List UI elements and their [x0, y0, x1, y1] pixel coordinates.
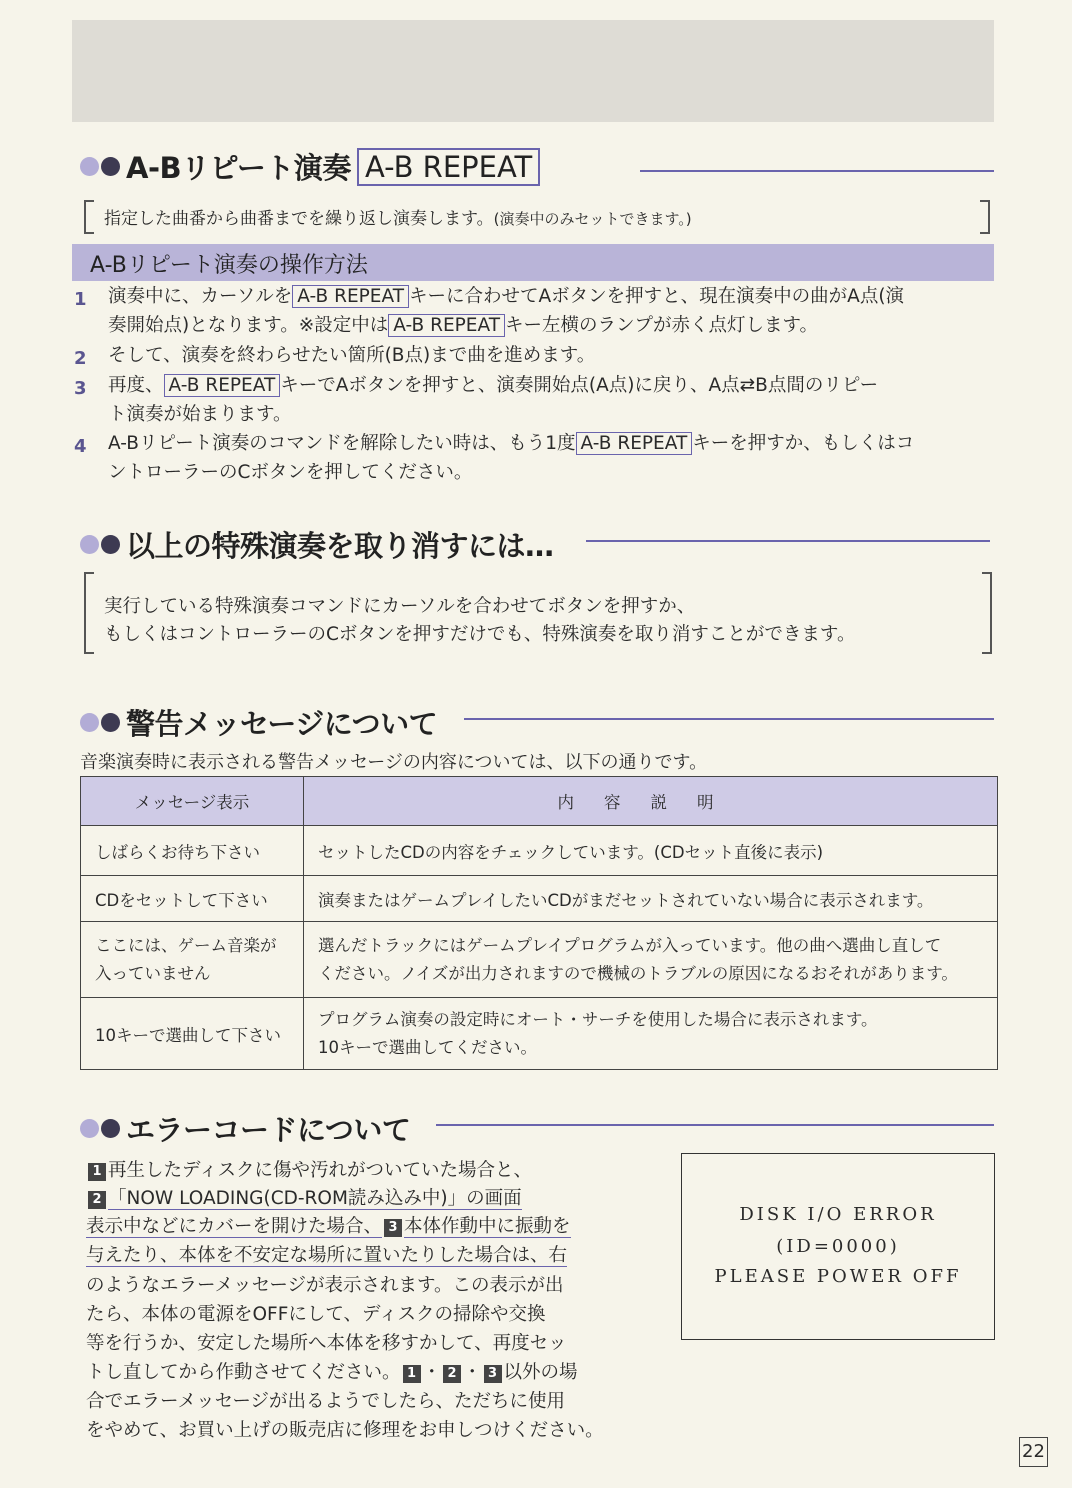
warning-table — [80, 776, 998, 1070]
ab-repeat-tag: A-B REPEAT — [357, 148, 540, 186]
error-text-line: 等を行うか、安定した場所へ本体を移すかして、再度セッ — [86, 1333, 567, 1354]
error-text-line — [86, 1218, 571, 1237]
error-text: 以外の場 — [503, 1362, 578, 1383]
error-text-line — [86, 1364, 578, 1383]
section-rule — [436, 1124, 994, 1126]
message-cell: しばらくお待ち下さい — [81, 826, 304, 876]
bracket-left — [84, 572, 94, 654]
page-number: 22 — [1019, 1437, 1048, 1467]
separator: ・ — [463, 1362, 482, 1383]
error-title: エラーコードについて — [126, 1113, 411, 1147]
step-text: 演奏中に、カーソルを — [108, 286, 293, 307]
error-message-box — [681, 1153, 995, 1340]
step-number: 3 — [74, 378, 87, 399]
cancel-title: 以上の特殊演奏を取り消すには… — [126, 529, 554, 563]
description-cell — [304, 922, 998, 998]
message-cell — [81, 922, 304, 998]
number-2-icon: 2 — [443, 1365, 461, 1383]
error-box-line-3: PLEASE POWER OFF — [714, 1266, 962, 1287]
cancel-heading — [80, 524, 554, 565]
cancel-line-2: もしくはコントローラーのCボタンを押すだけでも、特殊演奏を取り消すことができます。 — [104, 624, 856, 645]
message-cell: CDをセットして下さい — [81, 876, 304, 922]
number-1-icon: 1 — [403, 1365, 421, 1383]
table-header-row — [81, 777, 998, 826]
table-row — [81, 922, 998, 998]
step-text: キーに合わせてAボタンを押すと、現在演奏中の曲がA点(演 — [409, 286, 905, 307]
table-row — [81, 998, 998, 1070]
bullet-dots-icon — [80, 713, 122, 732]
warning-heading — [80, 702, 437, 743]
description-line: プログラム演奏の設定時にオート・サーチを使用した場合に表示されます。 — [318, 1009, 878, 1029]
step-4-line-1 — [108, 435, 914, 454]
ab-repeat-key-label: A-B REPEAT — [292, 285, 409, 308]
ab-desc-main: 指定した曲番から曲番までを繰り返し演奏します。 — [104, 209, 494, 229]
ab-desc-note: (演奏中のみセットできます。) — [493, 210, 692, 228]
step-4-line-2: ントローラーのCボタンを押してください。 — [108, 462, 473, 483]
bullet-dots-icon — [80, 535, 122, 554]
section-rule — [640, 170, 994, 172]
message-line: ここには、ゲーム音楽が — [95, 935, 277, 955]
separator: ・ — [422, 1362, 442, 1383]
description-line: ください。ノイズが出力されますので機械のトラブルの原因になるおそれがあります。 — [318, 963, 958, 983]
step-text: キーでAボタンを押すと、演奏開始点(A点)に戻り、A点⇄B点間のリピー — [280, 375, 879, 396]
error-text: 「NOW LOADING(CD-ROM読み込み中)」の画面 — [108, 1188, 522, 1209]
description-cell: セットしたCDの内容をチェックしています。(CDセット直後に表示) — [304, 826, 998, 876]
number-2-icon: 2 — [88, 1191, 106, 1209]
warning-title: 警告メッセージについて — [126, 707, 438, 741]
error-text: 本体作動中に振動を — [404, 1216, 571, 1237]
bracket-right — [980, 200, 990, 234]
error-text-line — [86, 1247, 567, 1266]
number-1-icon: 1 — [88, 1163, 106, 1181]
col-header-message: メッセージ表示 — [81, 777, 304, 826]
ab-repeat-description — [104, 204, 692, 229]
step-text: キー左横のランプが赤く点灯します。 — [505, 315, 819, 336]
step-2-line-1: そして、演奏を終わらせたい箇所(B点)まで曲を進めます。 — [108, 345, 596, 366]
step-number: 2 — [74, 348, 87, 369]
cancel-line-1: 実行している特殊演奏コマンドにカーソルを合わせてボタンを押すか、 — [104, 596, 696, 617]
header-band — [72, 20, 994, 122]
description-line: 選んだトラックにはゲームプレイプログラムが入っています。他の曲へ選曲し直して — [318, 935, 942, 955]
number-3-icon: 3 — [484, 1365, 502, 1383]
error-text-line — [86, 1190, 522, 1209]
error-box-line-2: (ID=0000) — [776, 1236, 900, 1257]
error-text: 与えたり、本体を不安定な場所に置いたりした場合は、右 — [86, 1245, 568, 1266]
description-cell — [304, 998, 998, 1070]
step-number: 1 — [74, 289, 87, 310]
section-rule — [464, 718, 994, 720]
step-3-line-2: ト演奏が始まります。 — [108, 404, 292, 425]
step-3-line-1 — [108, 377, 878, 396]
description-cell: 演奏またはゲームプレイしたいCDがまだセットされていない場合に表示されます。 — [304, 876, 998, 922]
table-row — [81, 826, 998, 876]
error-text-line: のようなエラーメッセージが表示されます。この表示が出 — [86, 1275, 564, 1296]
section-rule — [586, 540, 990, 542]
ab-repeat-heading — [80, 146, 540, 187]
error-text: 表示中などにカバーを開けた場合、 — [86, 1216, 383, 1237]
step-1-line-2 — [108, 317, 818, 336]
error-box-line-1: DISK I/O ERROR — [739, 1204, 937, 1225]
step-1-line-1 — [108, 288, 904, 307]
bracket-right — [982, 572, 992, 654]
ab-repeat-title: A-Bリピート演奏 — [126, 151, 351, 185]
message-line: 入っていません — [95, 963, 211, 983]
error-text-line: をやめて、お買い上げの販売店に修理をお申しつけください。 — [86, 1420, 604, 1441]
error-text: トし直してから作動させてください。 — [86, 1362, 401, 1383]
ab-repeat-key-label: A-B REPEAT — [164, 374, 281, 397]
error-heading — [80, 1108, 410, 1149]
step-text: キーを押すか、もしくはコ — [692, 433, 915, 454]
warning-intro: 音楽演奏時に表示される警告メッセージの内容については、以下の通りです。 — [80, 752, 708, 773]
table-row — [81, 876, 998, 922]
bullet-dots-icon — [80, 1119, 122, 1138]
ab-repeat-key-label: A-B REPEAT — [388, 314, 505, 337]
error-text-line: たら、本体の電源をOFFにして、ディスクの掃除や交換 — [86, 1304, 546, 1325]
message-cell: 10キーで選曲して下さい — [81, 998, 304, 1070]
step-text: A-Bリピート演奏のコマンドを解除したい時は、もう1度 — [108, 433, 576, 454]
number-3-icon: 3 — [384, 1219, 402, 1237]
error-text-line — [86, 1162, 532, 1181]
ab-repeat-key-label: A-B REPEAT — [576, 432, 693, 455]
bracket-left — [84, 200, 94, 234]
error-text: 再生したディスクに傷や汚れがついていた場合と、 — [108, 1160, 533, 1181]
step-text: 再度、 — [108, 375, 164, 396]
step-text: 奏開始点)となります。※設定中は — [108, 315, 389, 336]
bullet-dots-icon — [80, 157, 122, 176]
step-number: 4 — [74, 436, 87, 457]
error-text-line: 合でエラーメッセージが出るようでしたら、ただちに使用 — [86, 1391, 565, 1412]
description-line: 10キーで選曲してください。 — [318, 1037, 537, 1057]
col-header-description: 内容説明 — [304, 777, 998, 826]
operation-title: A-Bリピート演奏の操作方法 — [90, 253, 368, 278]
